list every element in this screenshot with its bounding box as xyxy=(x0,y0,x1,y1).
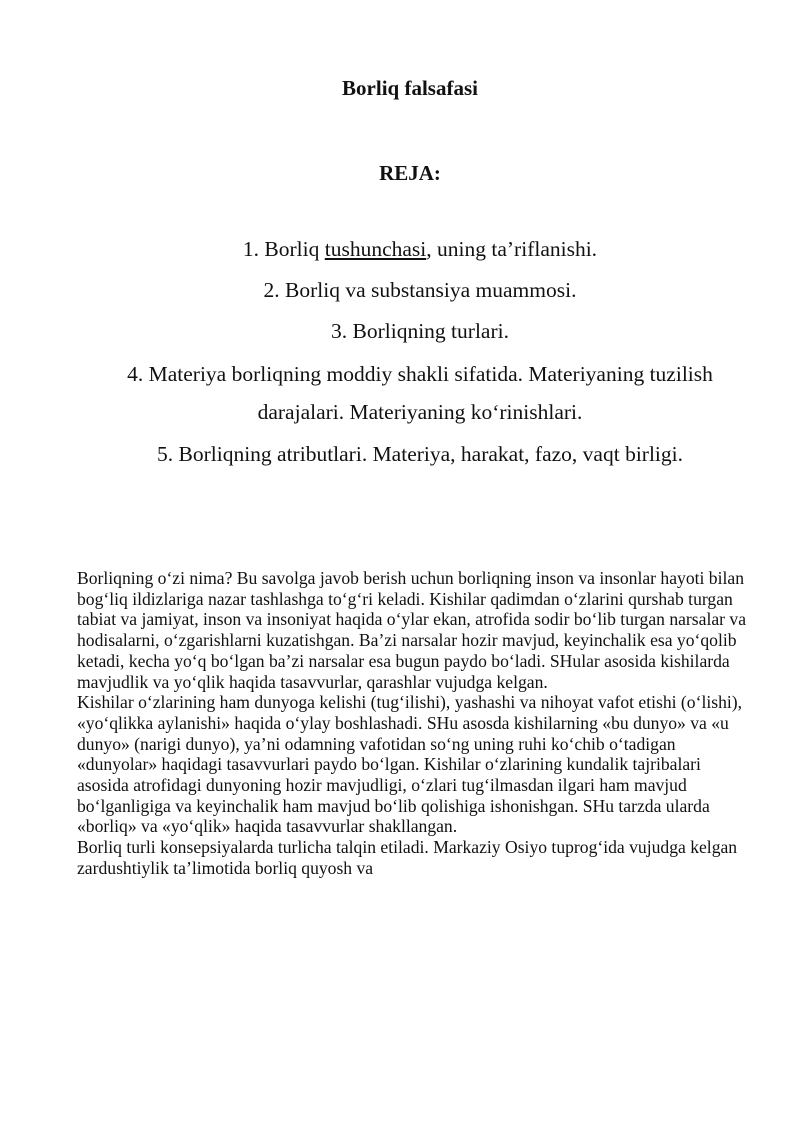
plan-item-1 xyxy=(110,232,730,267)
paragraph: Borliq turli konsepsiyalarda turlicha talqin etiladi. Markaziy Osiyo tuprogʻida vujudga kelgan zardushtiylik ta’limotida borliq quyosh va xyxy=(77,837,738,878)
document-title: Borliq falsafasi xyxy=(342,76,478,100)
plan-item-1-prefix: 1. Borliq xyxy=(242,237,325,261)
plan-item-2: 2. Borliq va substansiya muammosi. xyxy=(263,278,577,302)
plan-item-1-suffix: , uning ta’riflanishi. xyxy=(426,237,598,261)
paragraph: Kishilar oʻzlarining ham dunyoga kelishi (tugʻilishi), yashashi va nihoyat vafot etishi (oʻlishi), «yoʻqlikka aylanishi» haqida oʻylay boshlashadi. SHu asosda kishilarning «bu dunyo» va «u dunyo» (narigi dunyo), ya’ni odamning vafotidan soʻng uning ruhi koʻchib oʻtadigan «dunyolar» haqidagi tasavvurlari paydo boʻlgan. Kishilar oʻzlarining kundalik tajribalari asosida atrofidagi dunyoning hozir mavjudligi, oʻzlari tugʻilmasdan ilgari ham mavjud boʻlganligiga va keyinchalik ham mavjud boʻlib qolishiga ishonishgan. SHu tarzda ularda «borliq» va «yoʻqlik» haqida tasavvurlar shakllangan. xyxy=(77,692,743,837)
plan-list xyxy=(110,232,730,478)
paragraph: Borliqning oʻzi nima? Bu savolga javob berish uchun borliqning inson va insonlar hayoti bilan bogʻliq ildizlariga nazar tashlashga toʻgʻri keladi. Kishilar qadimdan oʻzlarini qurshab turgan tabiat va jamiyat, inson va insoniyat haqida oʻylar ekan, atrofida sodir boʻlib turgan narsalar va hodisalarni, oʻzgarishlarni kuzatishgan. Ba’zi narsalar hozir mavjud, keyinchalik esa yoʻqolib ketadi, kecha yoʻq boʻlgan ba’zi narsalar esa bugun paydo boʻladi. SHular asosida kishilarda mavjudlik va yoʻqlik haqida tasavvurlar, qarashlar vujudga kelgan. xyxy=(77,568,747,692)
plan-heading: REJA: xyxy=(379,161,441,185)
plan-item-5: 5. Borliqning atributlari. Materiya, harakat, fazo, vaqt birligi. xyxy=(157,442,683,466)
plan-item-3: 3. Borliqning turlari. xyxy=(331,319,509,343)
body-text xyxy=(77,568,747,879)
plan-item-1-underlined-term: tushunchasi xyxy=(324,237,427,261)
plan-item-4: 4. Materiya borliqning moddiy shakli sifatida. Materiyaning tuzilish darajalari. Materiyaning koʻrinishlari. xyxy=(127,362,713,424)
